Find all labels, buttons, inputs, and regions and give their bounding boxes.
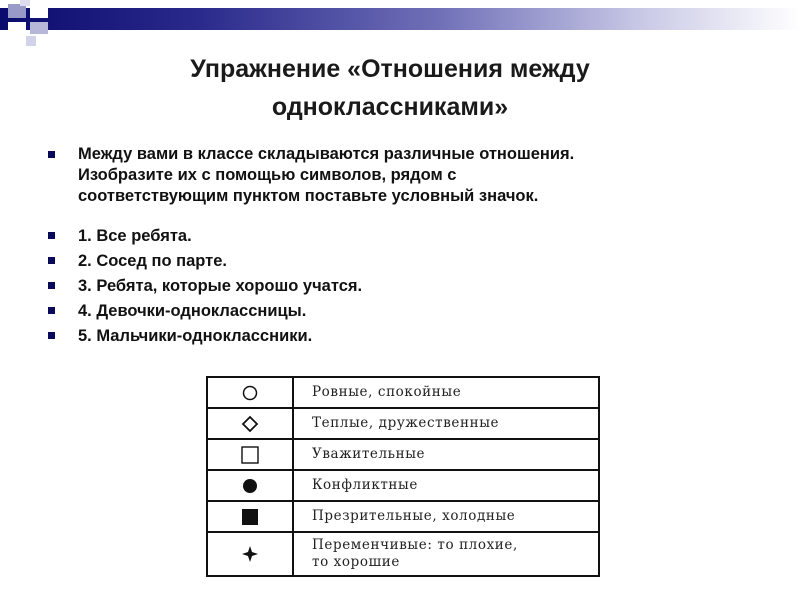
legend-symbol-cell <box>207 408 293 439</box>
legend-row <box>207 408 599 439</box>
intro-bullet <box>48 144 768 207</box>
circle-filled-icon <box>241 477 259 495</box>
legend-symbol-cell <box>207 439 293 470</box>
list-item-text: 4. Девочки-одноклассницы. <box>78 302 307 320</box>
bullet-marker-icon <box>48 282 55 289</box>
legend-row <box>207 470 599 501</box>
legend-row <box>207 439 599 470</box>
circle-outline-icon <box>241 384 259 402</box>
legend-label-line: Уважительные <box>312 446 426 462</box>
legend-row <box>207 532 599 576</box>
intro-line: Изобразите их с помощью символов, рядом с <box>78 166 457 184</box>
legend-label-line: то хорошие <box>312 554 400 570</box>
intro-line: Между вами в классе складываются различные отношения. <box>78 145 575 163</box>
header-band <box>0 8 800 30</box>
list-item <box>48 325 768 347</box>
legend-row <box>207 377 599 408</box>
legend-label-line: Переменчивые: то плохие, <box>312 537 518 553</box>
legend-label <box>293 532 599 576</box>
star-filled-icon <box>241 545 259 563</box>
bullet-marker-icon <box>48 232 55 239</box>
legend-symbol-cell <box>207 377 293 408</box>
legend-table <box>206 376 600 577</box>
bullet-marker-icon <box>48 151 55 158</box>
list-item <box>48 300 768 322</box>
square-outline-icon <box>240 445 260 465</box>
decor-square <box>8 22 26 40</box>
legend-label-line: Теплые, дружественные <box>312 415 500 431</box>
legend-row <box>207 501 599 532</box>
bullet-marker-icon <box>48 307 55 314</box>
decor-square <box>30 22 48 34</box>
legend-symbol-cell <box>207 501 293 532</box>
legend-label-line: Ровные, спокойные <box>312 384 462 400</box>
legend-label-line: Презрительные, холодные <box>312 508 516 524</box>
slide-title-line: Упражнение «Отношения между <box>190 55 590 83</box>
bullet-marker-icon <box>48 257 55 264</box>
intro-line: соответствующим пунктом поставьте условный значок. <box>78 187 539 205</box>
legend-label <box>293 439 599 470</box>
decor-square <box>30 4 48 18</box>
list-item <box>48 225 768 247</box>
list-item-text: 5. Мальчики-одноклассники. <box>78 327 313 345</box>
square-filled-icon <box>240 507 260 527</box>
list-item <box>48 250 768 272</box>
decor-square <box>26 36 36 46</box>
legend-symbol-cell <box>207 470 293 501</box>
list-item-text: 3. Ребята, которые хорошо учатся. <box>78 277 363 295</box>
bullet-marker-icon <box>48 332 55 339</box>
legend-label <box>293 377 599 408</box>
list-item-text: 2. Сосед по парте. <box>78 252 228 270</box>
decor-square <box>20 0 30 6</box>
decor-square <box>8 4 26 18</box>
diamond-outline-icon <box>241 415 259 433</box>
legend-label <box>293 501 599 532</box>
legend-label <box>293 408 599 439</box>
legend-label <box>293 470 599 501</box>
list-item-text: 1. Все ребята. <box>78 227 192 245</box>
slide-title <box>90 50 690 126</box>
bullet-list <box>48 144 768 350</box>
list-item <box>48 275 768 297</box>
legend-symbol-cell <box>207 532 293 576</box>
legend-label-line: Конфликтные <box>312 477 418 493</box>
slide-title-line: одноклассниками» <box>271 93 509 121</box>
